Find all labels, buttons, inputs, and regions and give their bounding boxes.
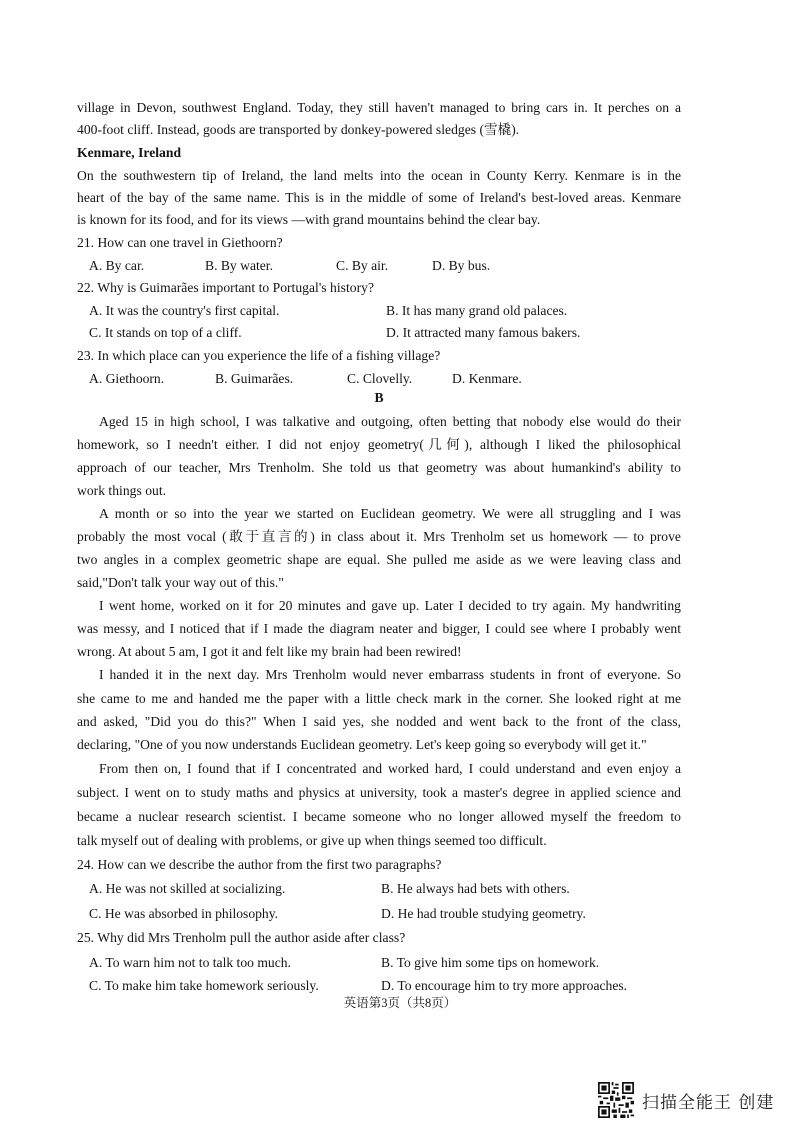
- answer-option: A. By car.: [89, 258, 145, 273]
- passage-line: work things out.: [77, 483, 167, 498]
- answer-option: A. Giethoorn.: [89, 371, 165, 386]
- passage-line: wrong. At about 5 am, I got it and felt like my brain had been rewired!: [77, 644, 462, 659]
- passage-line: homework, so I needn't either. I did not enjoy geometry(几何), although I liked the philosophical: [77, 437, 681, 452]
- passage-line: is known for its food, and for its views —with grand mountains behind the clear bay.: [77, 212, 541, 227]
- scanner-watermark: [598, 1083, 774, 1117]
- answer-option: D. It attracted many famous bakers.: [386, 325, 581, 340]
- passage-line: A month or so into the year we started on Euclidean geometry. We were all struggling and I was: [99, 506, 681, 521]
- passage-line: approach of our teacher, Mrs Trenholm. She told us that geometry was about humankind's ability to: [77, 460, 681, 475]
- passage-line: Aged 15 in high school, I was talkative and outgoing, often betting that nobody else would do their: [99, 414, 681, 429]
- qr-code-icon: [598, 1082, 634, 1118]
- question-stem: 23. In which place can you experience the life of a fishing village?: [77, 348, 441, 363]
- answer-option: A. He was not skilled at socializing.: [89, 881, 286, 896]
- passage-line: talk myself out of dealing with problems, or give up when things seemed too difficult.: [77, 833, 547, 848]
- answer-option: C. It stands on top of a cliff.: [89, 325, 242, 340]
- passage-line: From then on, I found that if I concentrated and worked hard, I could understand and even enjoy a: [99, 761, 681, 776]
- passage-line: probably the most vocal (敢于直言的) in class about it. Mrs Trenholm set us homework — to prove: [77, 529, 681, 544]
- passage-line: she came to me and handed me the paper with a little check mark in the corner. She looked right at me: [77, 691, 681, 706]
- passage-line: and asked, "Did you do this?" When I said yes, she nodded and went back to the front of the class,: [77, 714, 681, 729]
- answer-option: C. Clovelly.: [347, 371, 413, 386]
- answer-option: C. By air.: [336, 258, 389, 273]
- answer-option: A. It was the country's first capital.: [89, 303, 280, 318]
- passage-line: was messy, and I noticed that if I made the diagram neater and bigger, I could see where I probably went: [77, 621, 681, 636]
- answer-option: B. It has many grand old palaces.: [386, 303, 568, 318]
- answer-option: B. To give him some tips on homework.: [381, 955, 600, 970]
- passage-line: declaring, "One of you now understands Euclidean geometry. Let's keep going so everybody will get it.": [77, 737, 647, 752]
- question-stem: 22. Why is Guimarães important to Portugal's history?: [77, 280, 374, 295]
- passage-line: two angles in a complex geometric shape are equal. She pulled me aside as we were leaving class and: [77, 552, 681, 567]
- page-footer: 英语第3页（共8页）: [343, 996, 457, 1010]
- answer-option: C. He was absorbed in philosophy.: [89, 906, 279, 921]
- question-stem: 21. How can one travel in Giethoorn?: [77, 235, 283, 250]
- answer-option: B. By water.: [205, 258, 273, 273]
- answer-option: A. To warn him not to talk too much.: [89, 955, 291, 970]
- question-stem: 24. How can we describe the author from the first two paragraphs?: [77, 857, 442, 872]
- section-heading-kenmare: Kenmare, Ireland: [77, 145, 182, 160]
- answer-option: B. Guimarães.: [215, 371, 294, 386]
- answer-option: B. He always had bets with others.: [381, 881, 570, 896]
- passage-line: heart of the bay of the same name. This is in the middle of some of Ireland's best-loved areas. Kenmare: [77, 190, 681, 205]
- passage-line: I went home, worked on it for 20 minutes and gave up. Later I decided to try again. My handwriting: [99, 598, 681, 613]
- passage-line: I handed it in the next day. Mrs Trenholm would never embarrass students in front of everyone. So: [99, 667, 681, 682]
- answer-option: D. Kenmare.: [452, 371, 522, 386]
- watermark-text: 扫描全能王 创建: [642, 1092, 775, 1113]
- section-label-b: B: [374, 390, 384, 405]
- passage-line: subject. I went on to study maths and physics at university, took a master's degree in applied science and: [77, 785, 681, 800]
- answer-option: C. To make him take homework seriously.: [89, 978, 319, 993]
- answer-option: D. By bus.: [432, 258, 491, 273]
- passage-line: village in Devon, southwest England. Today, they still haven't managed to bring cars in. It perches on a: [77, 100, 681, 115]
- passage-line: became a nuclear research scientist. I became someone who no longer allowed myself the freedom to: [77, 809, 681, 824]
- passage-line: 400-foot cliff. Instead, goods are transported by donkey-powered sledges (雪橇).: [77, 122, 520, 137]
- passage-line: On the southwestern tip of Ireland, the land melts into the ocean in County Kerry. Kenmare is in the: [77, 168, 681, 183]
- question-stem: 25. Why did Mrs Trenholm pull the author aside after class?: [77, 930, 406, 945]
- answer-option: D. To encourage him to try more approaches.: [381, 978, 628, 993]
- answer-option: D. He had trouble studying geometry.: [381, 906, 586, 921]
- passage-line: said,"Don't talk your way out of this.": [77, 575, 284, 590]
